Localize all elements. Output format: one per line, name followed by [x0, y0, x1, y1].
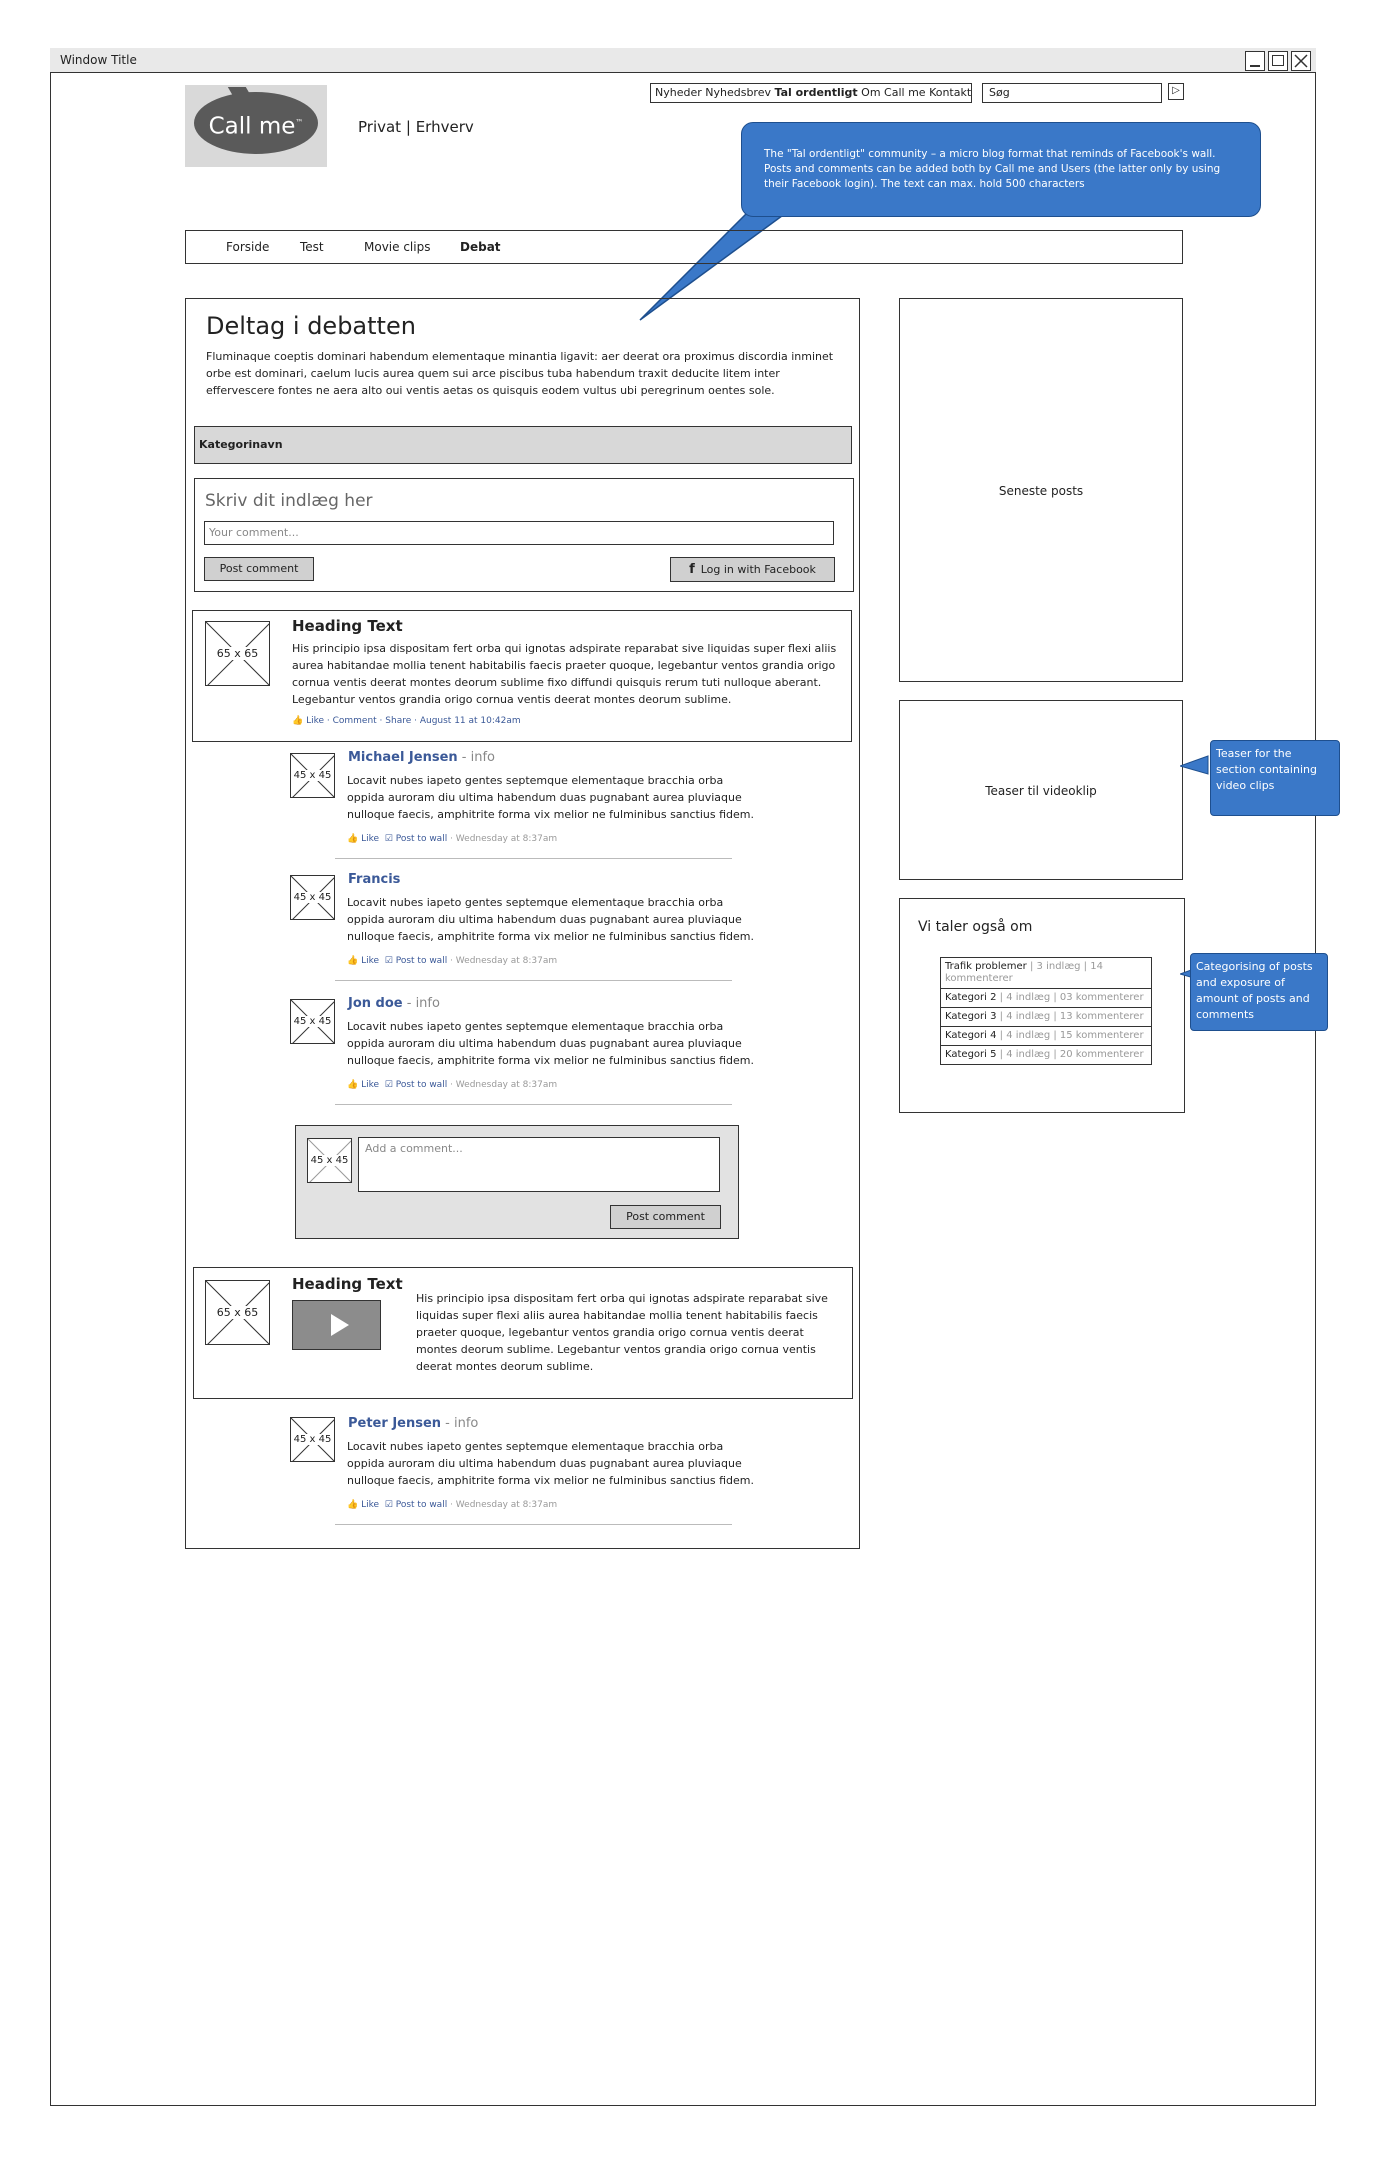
divider [335, 858, 732, 859]
category-stats: | 4 indlæg | 03 kommenterer [999, 992, 1144, 1003]
comment-actions [347, 1080, 557, 1090]
category-item[interactable] [940, 989, 1152, 1008]
nav-test[interactable]: Test [300, 240, 324, 254]
comment-body: Locavit nubes iapeto gentes septemque elementaque bracchia orba oppida auroram diu ultima habendum duas pugnabant aurea pluviaque nulloque faecis, amphitrite forma vix melior ne fulminibus sanctius fidem. [347, 1440, 755, 1487]
facebook-login-label: Log in with Facebook [700, 563, 816, 576]
post-to-wall-link[interactable]: Post to wall [395, 1080, 448, 1090]
like-icon: 👍 [347, 1080, 359, 1090]
avatar-placeholder: 65 x 65 [205, 1280, 270, 1345]
logo-text: Call me™ [194, 92, 318, 154]
divider [335, 1104, 732, 1105]
nav-forside[interactable]: Forside [226, 240, 270, 254]
annotation-categories-note: Categorising of posts and exposure of amount of posts and comments [1190, 953, 1328, 1031]
intro-text: Fluminaque coeptis dominari habendum elementaque minantia ligavit: aer deerat ora proximus discordia inminet orbe est dominari, caelum lucis aurea quem sui arce piscibus tuba habendum traxit deducite litem inter effervescere fontes ne aera alto oui ventis aetas os quisquis eodem vultus ubi peregrinum oentes sole. [206, 350, 834, 397]
comment-body: Locavit nubes iapeto gentes septemque elementaque bracchia orba oppida auroram diu ultima habendum duas pugnabant aurea pluviaque nulloque faecis, amphitrite forma vix melior ne fulminibus sanctius fidem. [347, 1020, 755, 1067]
post-body: His principio ipsa dispositam fert orba qui ignotas adspirate reparabat sive liquidas super flexi aliis aurea habitandae mollia tenent habitabilis faecis praeter quoque, legebantur ventos grandia origo cornua ventis deerat montes deorum sublime fixo diffundi quisquis rerum tuti nulloque aberant. Legebantur ventos grandia origo cornua ventis deerat montes deorum sublime. [292, 642, 837, 706]
maximize-icon[interactable] [1268, 51, 1288, 71]
video-play-icon[interactable] [292, 1300, 381, 1350]
search-input[interactable]: Søg [982, 83, 1162, 103]
annotation-video-note: Teaser for the section containing video clips [1210, 740, 1340, 816]
annotation-community-note: The "Tal ordentligt" community – a micro blog format that reminds of Facebook's wall. Posts and comments can be added both by Call me and Users (the latter only by using their Facebook login). The text can max. hold 500 characters [741, 122, 1261, 217]
category-name: Kategori 5 [945, 1049, 997, 1060]
video-teaser-panel[interactable]: Teaser til videoklip [899, 700, 1183, 880]
comment-author[interactable]: Francis [348, 872, 401, 887]
comment-author[interactable]: Jon doe - info [348, 996, 440, 1011]
post-to-wall-link[interactable]: Post to wall [395, 1500, 448, 1510]
avatar-placeholder: 45 x 45 [307, 1138, 352, 1183]
post-body: His principio ipsa dispositam fert orba qui ignotas adspirate reparabat sive liquidas super flexi aliis aurea habitandae mollia tenent habitabilis faecis praeter quoque, legebantur ventos grandia origo cornua ventis deerat montes deorum sublime. Legebantur ventos grandia origo cornua ventis deerat montes deorum sublime. [416, 1292, 828, 1373]
like-link[interactable]: Like [361, 834, 380, 844]
search-submit-icon[interactable]: ▷ [1168, 83, 1184, 100]
avatar-placeholder: 45 x 45 [290, 753, 335, 798]
window-titlebar [50, 48, 1316, 73]
separator: | [405, 118, 411, 136]
comment-body: Locavit nubes iapeto gentes septemque elementaque bracchia orba oppida auroram diu ultima habendum duas pugnabant aurea pluviaque nulloque faecis, amphitrite forma vix melior ne fulminibus sanctius fidem. [347, 896, 755, 943]
category-list [940, 957, 1152, 1065]
facebook-login-button[interactable] [670, 557, 835, 582]
topnav-tal-ordentligt[interactable]: Tal ordentligt [774, 86, 858, 99]
comment-body: Locavit nubes iapeto gentes septemque elementaque bracchia orba oppida auroram diu ultima habendum duas pugnabant aurea pluviaque nulloque faecis, amphitrite forma vix melior ne fulminibus sanctius fidem. [347, 774, 755, 821]
top-nav [650, 83, 972, 103]
post-meta[interactable]: 👍 Like · Comment · Share · August 11 at 10:42am [292, 716, 521, 726]
nav-debat[interactable]: Debat [460, 240, 501, 254]
close-icon[interactable] [1291, 51, 1311, 71]
facebook-icon: f [689, 562, 695, 577]
nav-movie-clips[interactable]: Movie clips [364, 240, 431, 254]
add-comment-post-button[interactable]: Post comment [610, 1205, 721, 1229]
avatar-placeholder: 45 x 45 [290, 875, 335, 920]
post-heading: Heading Text [292, 617, 403, 635]
like-icon: 👍 [347, 834, 359, 844]
annotation-pointer [1180, 752, 1210, 780]
category-stats: | 3 indlæg | 14 kommenterer [945, 961, 1103, 984]
comment-time: · Wednesday at 8:37am [450, 1080, 558, 1090]
avatar-placeholder: 45 x 45 [290, 999, 335, 1044]
topnav-om-call-me[interactable]: Om Call me [861, 86, 926, 99]
post-heading: Heading Text [292, 1275, 403, 1293]
composer-title: Skriv dit indlæg her [205, 491, 373, 511]
comment-time: · Wednesday at 8:37am [450, 1500, 558, 1510]
divider [335, 1524, 732, 1525]
post-to-wall-link[interactable]: Post to wall [395, 834, 448, 844]
topics-panel [899, 898, 1185, 1113]
page-title: Deltag i debatten [206, 312, 416, 340]
comment-actions [347, 834, 557, 844]
topnav-nyheder[interactable]: Nyheder [655, 86, 702, 99]
category-name: Trafik problemer [945, 961, 1027, 972]
latest-posts-panel: Seneste posts [899, 298, 1183, 682]
checkbox-icon: ☑ [384, 956, 393, 966]
comment-input[interactable]: Your comment... [204, 521, 834, 545]
window-title: Window Title [60, 53, 137, 67]
category-stats: | 4 indlæg | 15 kommenterer [999, 1030, 1144, 1041]
minimize-icon[interactable] [1245, 51, 1265, 71]
category-stats: | 4 indlæg | 13 kommenterer [999, 1011, 1144, 1022]
avatar-placeholder: 45 x 45 [290, 1417, 335, 1462]
like-icon: 👍 [347, 956, 359, 966]
checkbox-icon: ☑ [384, 1500, 393, 1510]
category-item[interactable] [940, 957, 1152, 989]
segment-switch [358, 118, 474, 136]
comment-author[interactable]: Peter Jensen - info [348, 1416, 479, 1431]
category-name: Kategori 3 [945, 1011, 997, 1022]
checkbox-icon: ☑ [384, 834, 393, 844]
category-stats: | 4 indlæg | 20 kommenterer [999, 1049, 1144, 1060]
topnav-nyhedsbrev[interactable]: Nyhedsbrev [705, 86, 771, 99]
category-item[interactable] [940, 1027, 1152, 1046]
comment-time: · Wednesday at 8:37am [450, 956, 558, 966]
category-item[interactable] [940, 1046, 1152, 1065]
like-link[interactable]: Like [361, 1500, 380, 1510]
comment-actions [347, 956, 557, 966]
logo[interactable] [185, 85, 327, 167]
comment-time: · Wednesday at 8:37am [450, 834, 558, 844]
category-name: Kategori 4 [945, 1030, 997, 1041]
comment-author[interactable]: Michael Jensen - info [348, 750, 495, 765]
main-nav [185, 230, 1183, 264]
checkbox-icon: ☑ [384, 1080, 393, 1090]
topics-title: Vi taler også om [918, 919, 1033, 935]
post-comment-button[interactable]: Post comment [204, 557, 314, 581]
erhverv-link[interactable]: Erhverv [415, 118, 474, 136]
category-name: Kategori 2 [945, 992, 997, 1003]
category-bar: Kategorinavn [194, 426, 852, 464]
divider [335, 980, 732, 981]
like-icon: 👍 [347, 1500, 359, 1510]
category-item[interactable] [940, 1008, 1152, 1027]
topnav-kontakt[interactable]: Kontakt [929, 86, 972, 99]
like-icon: 👍 [292, 716, 307, 726]
like-link[interactable]: Like [361, 1080, 380, 1090]
privat-link[interactable]: Privat [358, 118, 402, 136]
like-link[interactable]: Like [361, 956, 380, 966]
post-to-wall-link[interactable]: Post to wall [395, 956, 448, 966]
avatar-placeholder: 65 x 65 [205, 621, 270, 686]
comment-actions [347, 1500, 557, 1510]
add-comment-input[interactable]: Add a comment... [358, 1137, 720, 1192]
